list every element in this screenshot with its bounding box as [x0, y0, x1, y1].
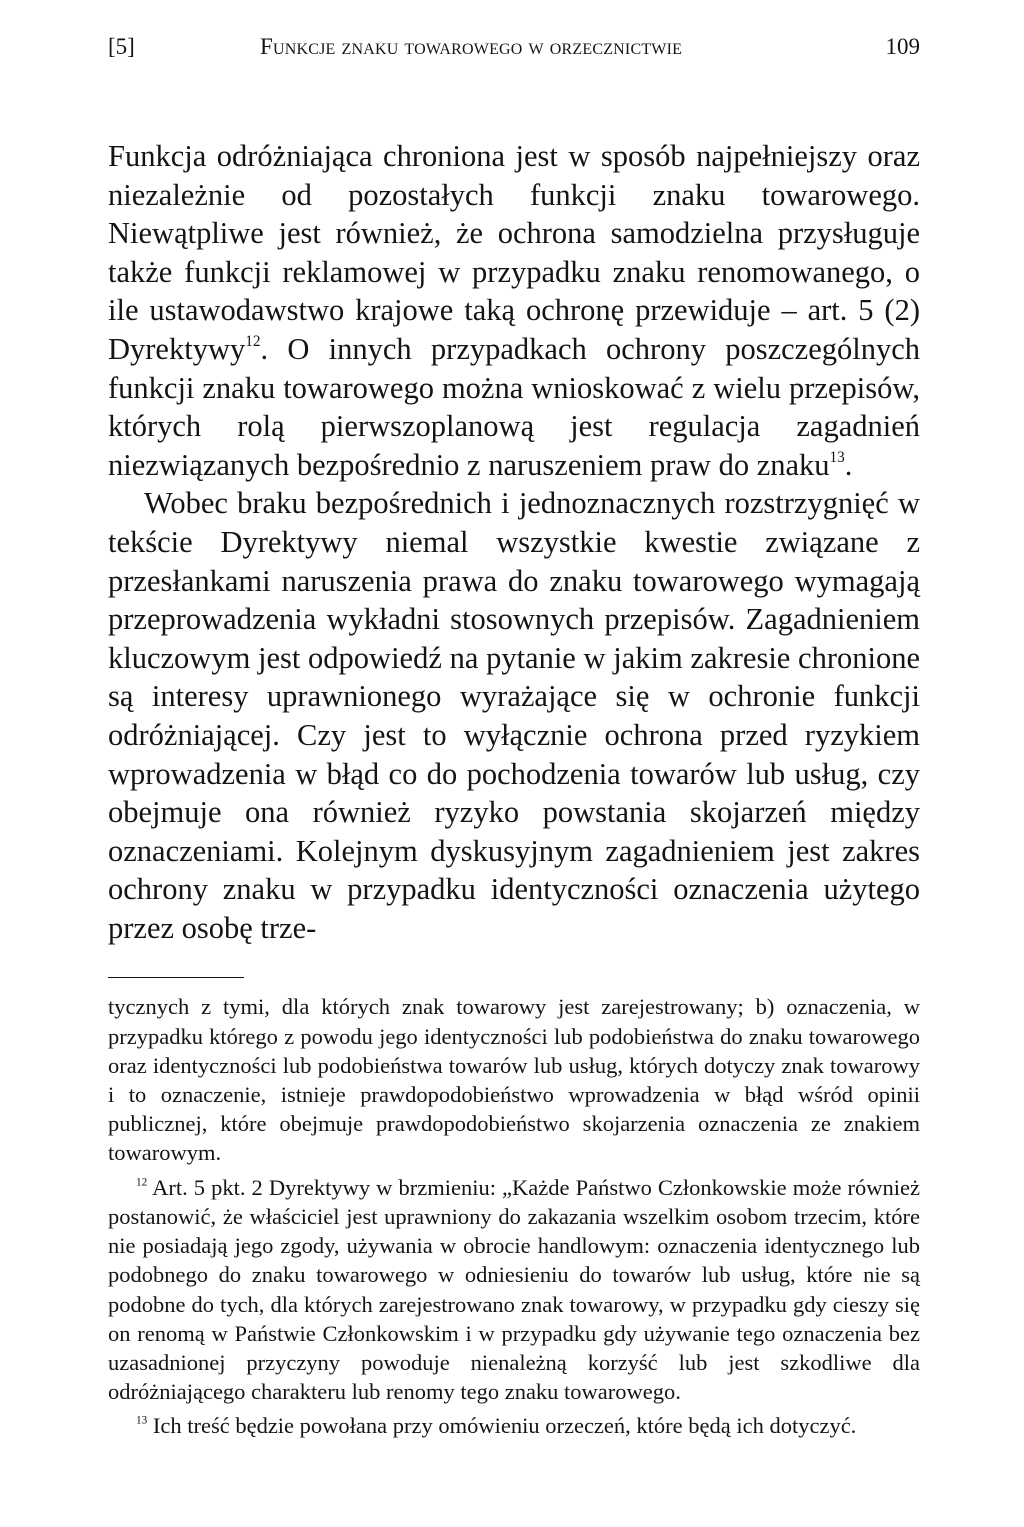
footnote-13-marker: 13 — [136, 1414, 148, 1427]
paragraph-1-part-3: . — [844, 447, 853, 482]
running-head — [108, 30, 920, 70]
page-number: 109 — [885, 34, 920, 59]
footnote-12 — [108, 1173, 920, 1407]
footnote-separator — [108, 977, 244, 978]
main-text — [108, 137, 920, 947]
footnotes — [108, 992, 920, 1440]
book-page — [108, 30, 920, 1446]
paragraph-2: Wobec braku bezpośrednich i jednoznacznych rozstrzygnięć w tekście Dyrektywy niemal wszystkie kwestie związane z przesłankami naruszenia prawa do znaku towarowego wymagają przeprowadzenia wykładni stosownych przepisów. Zagadnieniem kluczowym jest odpowiedź na pytanie w jakim zakresie chronione są interesy uprawnionego wyrażające się w ochronie funkcji odróżniającej. Czy jest to wyłącznie ochrona przed ryzykiem wprowadzenia w błąd co do pochodzenia towarów lub usług, czy obejmuje ona również ryzyko powstania skojarzeń między oznaczeniami. Kolejnym dyskusyjnym zagadnieniem jest zakres ochrony znaku w przypadku identyczności oznaczenia użytego przez osobę trze- — [108, 486, 920, 945]
footnote-13 — [108, 1411, 920, 1440]
running-title: Funkcje znaku towarowego w orzecznictwie — [260, 34, 683, 59]
paragraph-1-part-2: . O innych przypadkach ochrony poszczególnych funkcji znaku towarowego można wnioskować z wielu przepisów, których rolą pierwszoplanową jest regulacja zagadnień niezwiązanych bezpośrednio z naruszeniem praw do znaku — [108, 331, 920, 482]
paragraph-1 — [108, 137, 920, 484]
footnote-ref-12[interactable]: 12 — [245, 333, 261, 351]
section-number: [5] — [108, 34, 135, 59]
footnote-continuation: tycznych z tymi, dla których znak towarowy jest zarejestrowany; b) oznaczenia, w przypadku którego z powodu jego identyczności lub podobieństwa do znaku towarowego oraz identyczności lub podobieństwa towarów lub usług, których dotyczy znak towarowy i to oznaczenie, istnieje prawdopodobieństwo wprowadzenia w błąd wśród opinii publicznej, które obejmuje prawdopodobieństwo skojarzenia oznaczenia ze znakiem towarowym. — [108, 994, 920, 1166]
paragraph-1-part-1: Funkcja odróżniająca chroniona jest w sposób najpełniejszy oraz niezależnie od pozostałych funkcji znaku towarowego. Niewątpliwe jest również, że ochrona samodzielna przysługuje także funkcji reklamowej w przypadku znaku renomowanego, o ile ustawodawstwo krajowe taką ochronę przewiduje – art. 5 (2) Dyrektywy — [108, 139, 920, 366]
footnote-13-text: Ich treść będzie powołana przy omówieniu orzeczeń, które będą ich dotyczyć. — [147, 1413, 857, 1439]
footnote-12-text: Art. 5 pkt. 2 Dyrektywy w brzmieniu: „Każde Państwo Członkowskie może również postanowić, że właściciel jest uprawniony do zakazania wszelkim osobom trzecim, które nie posiadają jego zgody, używania w obrocie handlowym: oznaczenia identycznego lub podobnego do znaku towarowego w odniesieniu do towarów lub usług, które nie są podobne do tych, dla których zarejestrowano znak towarowy, w przypadku gdy cieszy się on renomą w Państwie Członkowskim i w przypadku gdy używanie tego oznaczenia bez uzasadnionej przyczyny powoduje nienależną korzyść lub jest szkodliwe dla odróżniającego charakteru lub renomy tego znaku towarowego. — [108, 1174, 920, 1405]
footnote-12-marker: 12 — [136, 1176, 148, 1189]
footnote-ref-13[interactable]: 13 — [829, 448, 845, 466]
